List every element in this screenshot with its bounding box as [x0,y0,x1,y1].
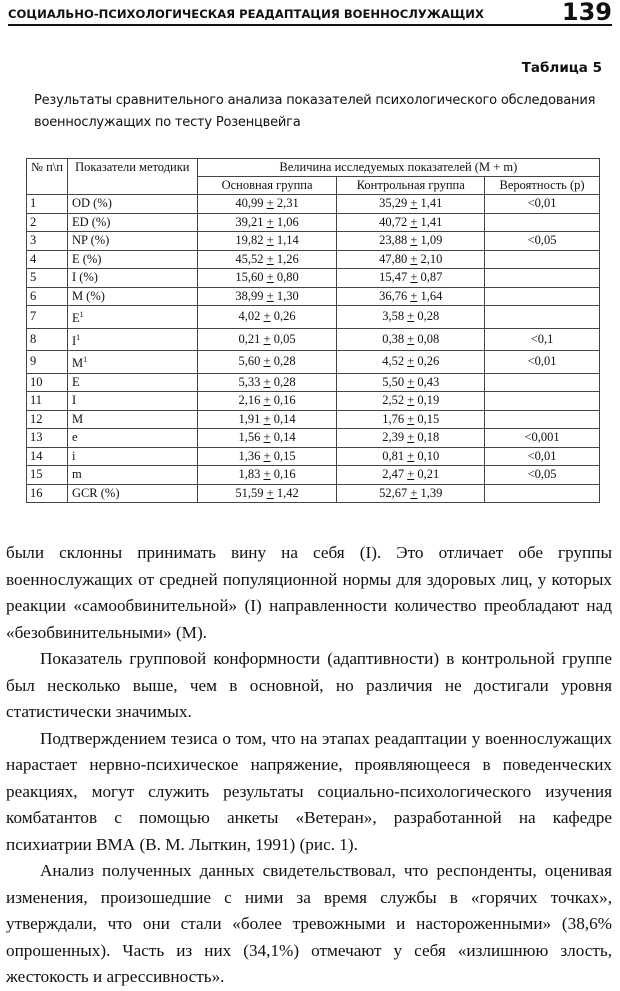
table-row [27,392,600,411]
row-control-group [337,466,485,485]
control-mean: 23,88 [379,233,408,247]
control-error: 0,08 [417,331,440,346]
row-indicator [67,213,197,232]
running-title: СОЦИАЛЬНО-ПСИХОЛОГИЧЕСКАЯ РЕАДАПТАЦИЯ ВОЕННОСЛУЖАЩИХ [8,7,484,21]
plus-minus: + [266,270,274,284]
indicator-code: NP (%) [71,233,110,247]
control-error: 1,39 [420,485,443,500]
indicator-code: ED (%) [71,214,111,229]
indicator-code: I (%) [71,270,98,284]
plus-minus: + [407,393,415,408]
plus-minus: + [263,354,271,369]
table-body [27,195,600,503]
row-control-group [337,447,485,466]
main-error: 2,31 [276,196,299,210]
main-mean: 19,82 [235,233,264,247]
row-probability: <0,05 [485,466,600,485]
row-control-group [337,429,485,448]
row-main-group [197,392,337,411]
col-header-indicator: Показатели методики [67,159,197,195]
row-control-group [337,269,485,288]
main-mean: 39,21 [235,214,264,229]
plus-minus: + [266,196,274,210]
control-mean: 2,39 [382,430,405,445]
row-control-group [337,484,485,503]
indicator-code: E [71,374,80,389]
paragraph: Показатель групповой конформности (адаптивности) в контрольной группе был несколько выше, чем в основной, но различия не достигали уровня статистически значимых. [6,649,612,721]
control-mean: 5,50 [382,374,405,389]
plus-minus: + [263,374,271,389]
table-row [27,232,600,251]
indicator-code: I [71,333,77,348]
paragraph: были склонны принимать вину на себя (I). Это отличает обе группы военнослужащих от средней популяционной нормы для здоровых лиц, у которых реакции «самообвинительной» (I) направленности количество преобладают над «безобвинительными» (M). [6,543,612,642]
row-indicator [67,250,197,269]
indicator-superscript: 1 [83,355,88,365]
main-mean: 2,16 [238,393,261,408]
main-error: 0,16 [273,393,296,408]
indicator-code: M [71,356,84,371]
main-error: 1,30 [276,288,299,303]
table-row [27,195,600,214]
row-indicator [67,429,197,448]
row-control-group [337,328,485,351]
plus-minus: + [266,288,274,303]
main-error: 1,26 [276,251,299,266]
table-label: Таблица 5 [521,60,602,76]
control-mean: 1,76 [382,411,405,426]
table-row [27,250,600,269]
main-error: 0,26 [273,309,296,324]
control-error: 1,41 [420,214,443,229]
row-number: 8 [27,328,68,351]
row-control-group [337,213,485,232]
plus-minus: + [407,430,415,445]
main-mean: 51,59 [235,485,264,500]
control-mean: 0,81 [382,448,405,463]
indicator-code: M [71,411,84,426]
main-mean: 1,91 [238,411,261,426]
main-mean: 1,36 [238,448,261,463]
main-error: 0,16 [273,467,296,482]
plus-minus: + [410,270,418,284]
row-probability [485,213,600,232]
control-error: 0,10 [417,448,440,463]
main-error: 0,15 [273,448,296,463]
control-mean: 15,47 [379,270,408,284]
results-table [26,158,600,503]
row-probability [485,373,600,392]
plus-minus: + [407,354,415,369]
control-mean: 36,76 [379,288,408,303]
plus-minus: + [407,309,415,324]
control-mean: 4,52 [382,354,405,369]
table-row [27,410,600,429]
plus-minus: + [263,448,271,463]
control-error: 0,18 [417,430,440,445]
col-header-values: Величина исследуемых показателей (M + m) [197,159,599,177]
row-number: 7 [27,306,68,329]
table-row [27,269,600,288]
plus-minus: + [263,331,271,346]
row-probability: <0,05 [485,232,600,251]
body-text [6,540,612,991]
main-error: 0,80 [276,270,299,284]
indicator-code: OD (%) [71,196,112,210]
main-mean: 1,83 [238,467,261,482]
paragraph: Анализ полученных данных свидетельствовал, что респонденты, оценивая изменения, произошедшие с ними за время службы в «горячих точках», утверждали, что они стали «более тревожными и настороженными» (38,6% опрошенных). Часть из них (34,1%) отмечают у себя «излишнюю злость, жестокость и агрессивность». [6,861,612,986]
plus-minus: + [407,411,415,426]
row-main-group [197,306,337,329]
row-control-group [337,392,485,411]
plus-minus: + [266,251,274,266]
main-error: 0,28 [273,354,296,369]
row-indicator [67,232,197,251]
plus-minus: + [263,393,271,408]
main-error: 1,14 [276,233,299,247]
plus-minus: + [410,214,418,229]
row-probability: <0,01 [485,195,600,214]
plus-minus: + [263,411,271,426]
row-indicator [67,306,197,329]
row-control-group [337,250,485,269]
row-control-group [337,232,485,251]
control-error: 0,26 [417,354,440,369]
plus-minus: + [410,196,418,210]
control-error: 1,64 [420,288,443,303]
row-main-group [197,410,337,429]
row-main-group [197,328,337,351]
row-main-group [197,447,337,466]
col-header-probability: Вероятность (p) [485,177,600,195]
table-row [27,287,600,306]
control-mean: 3,58 [382,309,405,324]
table-row [27,373,600,392]
row-probability [485,410,600,429]
row-indicator [67,328,197,351]
row-indicator [67,484,197,503]
control-mean: 35,29 [379,196,408,210]
main-mean: 45,52 [235,251,264,266]
row-main-group [197,232,337,251]
plus-minus: + [266,233,274,247]
row-main-group [197,287,337,306]
main-mean: 5,60 [238,354,261,369]
plus-minus: + [407,374,415,389]
row-probability [485,392,600,411]
main-error: 0,05 [273,331,296,346]
plus-minus: + [410,288,418,303]
row-indicator [67,392,197,411]
row-control-group [337,351,485,374]
control-mean: 47,80 [379,251,408,266]
indicator-code: E [71,311,80,326]
running-header [8,0,612,26]
control-mean: 2,47 [382,467,405,482]
row-probability [485,287,600,306]
row-main-group [197,195,337,214]
row-main-group [197,250,337,269]
row-number: 14 [27,447,68,466]
col-header-control: Контрольная группа [337,177,485,195]
indicator-code: E (%) [71,251,102,266]
control-error: 0,15 [417,411,440,426]
main-mean: 40,99 [235,196,264,210]
table-row [27,351,600,374]
row-control-group [337,306,485,329]
main-mean: 5,33 [238,374,261,389]
row-indicator [67,351,197,374]
row-number: 9 [27,351,68,374]
row-number: 6 [27,287,68,306]
control-mean: 40,72 [379,214,408,229]
paragraph: Подтверждением тезиса о том, что на этапах реадаптации у военнослужащих нарастает нервно-психическое напряжение, проявляющееся в поведенческих реакциях, могут служить результаты социально-психологического изучения комбатантов с помощью анкеты «Ветеран», разработанной на кафедре психиатрии ВМА (В. М. Лыткин, 1991) (рис. 1). [6,728,612,854]
row-main-group [197,429,337,448]
row-probability: <0,001 [485,429,600,448]
row-main-group [197,213,337,232]
row-probability: <0,1 [485,328,600,351]
row-probability [485,306,600,329]
main-mean: 1,56 [238,430,261,445]
main-mean: 38,99 [235,288,264,303]
row-main-group [197,466,337,485]
col-header-num: № п\п [27,159,68,195]
control-error: 0,19 [417,393,440,408]
table-row [27,213,600,232]
page-number: 139 [561,0,612,26]
row-indicator [67,410,197,429]
table-row [27,328,600,351]
table-caption: Результаты сравнительного анализа показателей психологического обследования военнослужащих по тесту Розенцвейга [34,93,596,130]
indicator-code: e [71,430,78,445]
control-mean: 52,67 [379,485,408,500]
plus-minus: + [410,251,418,266]
control-error: 0,28 [417,309,440,324]
indicator-code: GCR (%) [71,485,120,500]
table-row [27,484,600,503]
row-probability: <0,01 [485,447,600,466]
row-main-group [197,484,337,503]
plus-minus: + [407,467,415,482]
control-error: 2,10 [420,251,443,266]
main-error: 1,06 [276,214,299,229]
row-number: 15 [27,466,68,485]
row-number: 4 [27,250,68,269]
row-number: 1 [27,195,68,214]
row-number: 16 [27,484,68,503]
row-number: 5 [27,269,68,288]
table-row [27,466,600,485]
row-indicator [67,447,197,466]
indicator-superscript: 1 [79,310,84,319]
control-error: 0,21 [417,467,440,482]
row-main-group [197,269,337,288]
row-control-group [337,410,485,429]
row-control-group [337,373,485,392]
plus-minus: + [410,233,418,247]
control-error: 0,87 [420,270,443,284]
main-mean: 15,60 [235,270,264,284]
row-number: 3 [27,232,68,251]
main-error: 1,42 [276,485,299,500]
row-indicator [67,195,197,214]
plus-minus: + [266,214,274,229]
plus-minus: + [407,331,415,346]
row-number: 11 [27,392,68,411]
indicator-code: M (%) [71,288,105,303]
control-mean: 0,38 [382,331,405,346]
main-mean: 4,02 [238,309,261,324]
plus-minus: + [263,309,271,324]
table-row [27,447,600,466]
row-control-group [337,287,485,306]
plus-minus: + [410,485,418,500]
table-row [27,306,600,329]
indicator-code: I [71,393,77,408]
control-mean: 2,52 [382,393,405,408]
plus-minus: + [407,448,415,463]
main-error: 0,14 [273,411,296,426]
row-control-group [337,195,485,214]
row-number: 10 [27,373,68,392]
row-number: 12 [27,410,68,429]
control-error: 1,09 [420,233,443,247]
row-main-group [197,351,337,374]
indicator-code: i [71,448,76,463]
row-probability [485,484,600,503]
control-error: 1,41 [420,196,443,210]
row-indicator [67,287,197,306]
row-main-group [197,373,337,392]
plus-minus: + [266,485,274,500]
row-number: 13 [27,429,68,448]
row-probability [485,269,600,288]
row-indicator [67,373,197,392]
row-indicator [67,466,197,485]
row-number: 2 [27,213,68,232]
main-error: 0,14 [273,430,296,445]
control-error: 0,43 [417,374,440,389]
row-probability: <0,01 [485,351,600,374]
row-indicator [67,269,197,288]
col-header-main: Основная группа [197,177,337,195]
main-error: 0,28 [273,374,296,389]
table-row [27,429,600,448]
indicator-superscript: 1 [76,332,81,342]
plus-minus: + [263,467,271,482]
main-mean: 0,21 [238,331,261,346]
row-probability [485,250,600,269]
plus-minus: + [263,430,271,445]
indicator-code: m [71,467,82,482]
